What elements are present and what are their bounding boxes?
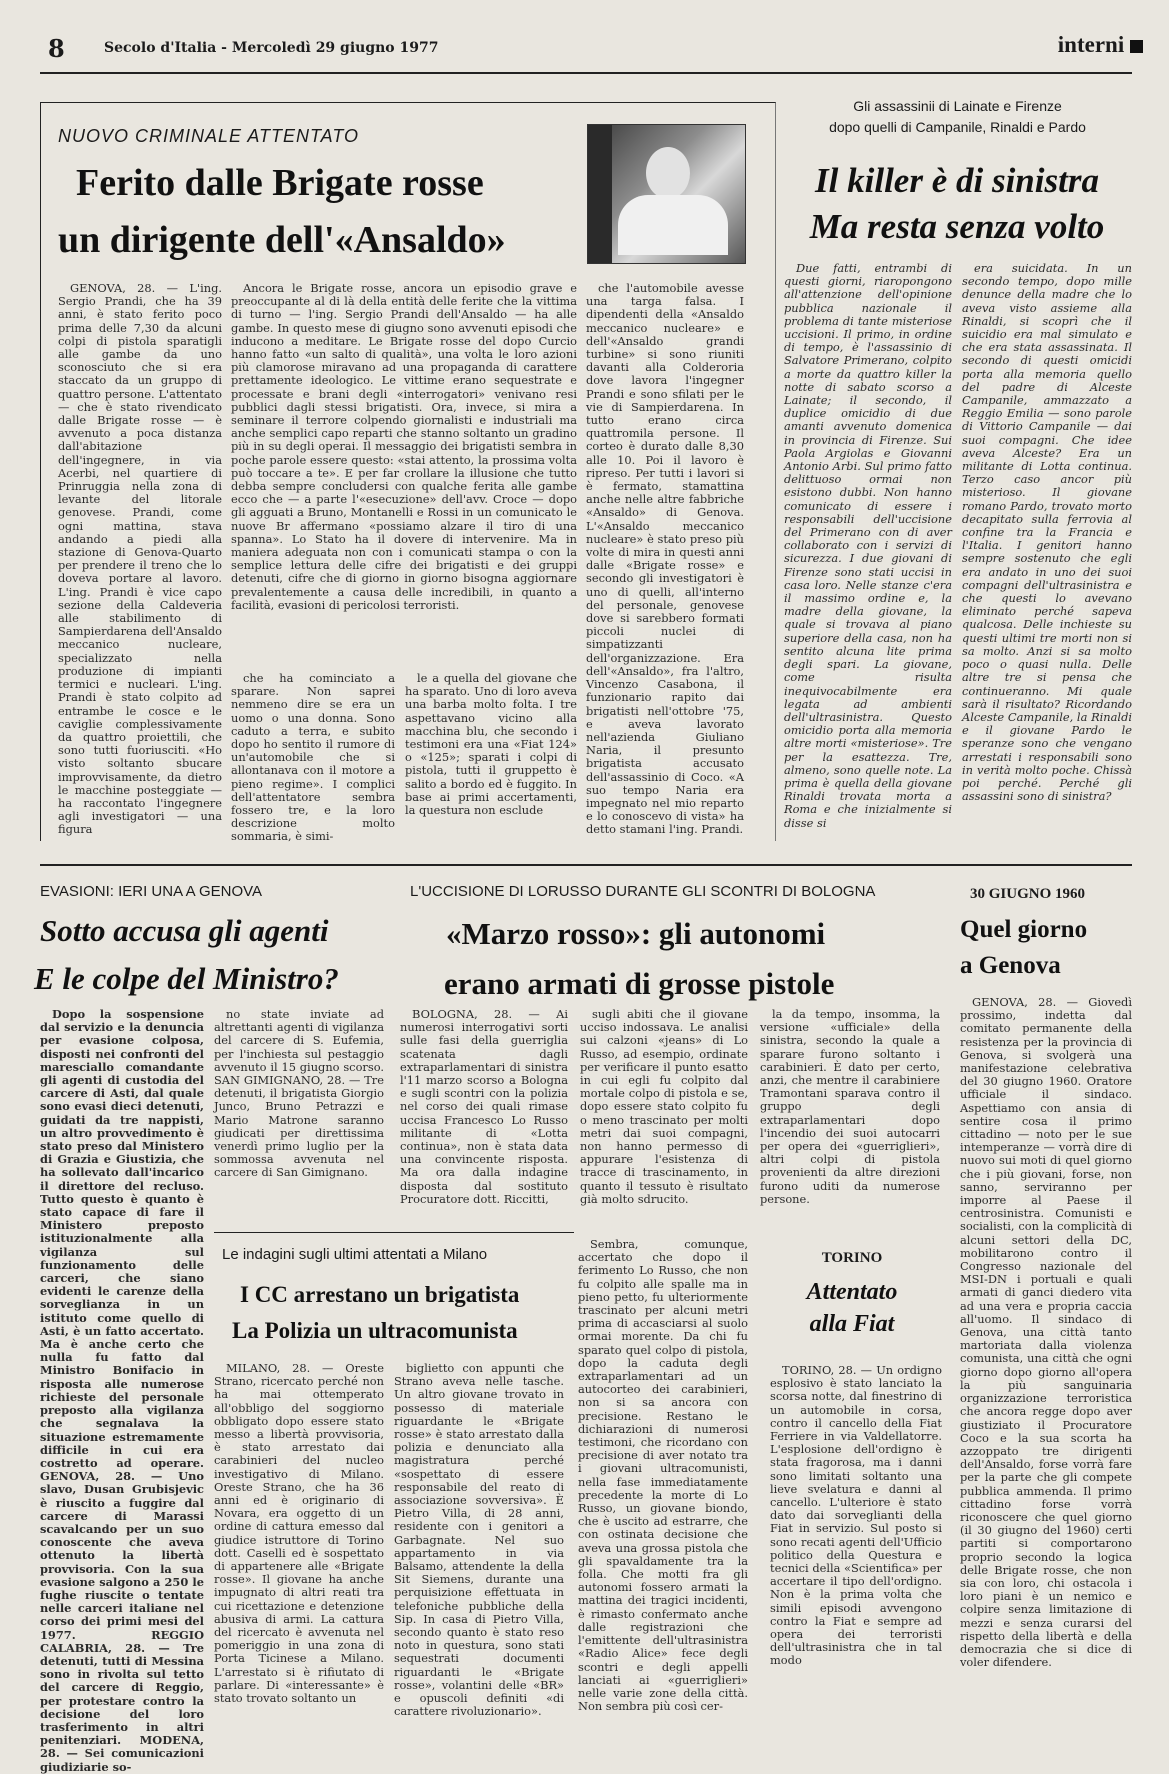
ansaldo-col3-text: che l'automobile avesse una targa falsa. I dipendenti della «Ansaldo meccanico nucleare» e dell'«Ansaldo grandi turbine» si sono riuniti davanti alla Colderoria dove lavora l'ingegner Prandi e sono sfilati per le vie di Sampierdarena. In tutto erano circa quattromila persone. Il corteo è durato dalle 8,30 alle 10. Poi il lavoro è ripreso. Per tutti i lavori si è fermato, stamattina anche nelle altre fabbriche «Ansaldo» di Genova. L'«Ansaldo meccanico nucleare» è stato preso più volte di mira in questi anni dalle «Brigate rosse» e secondo gli investigatori è uno di quelli, all'interno del personale, genovese dove si sarebbero formati piccoli nuclei di simpatizzanti dell'organizzazione. Era dell'«Ansaldo», fra l'altro, Vincenzo Casabona, il funzionario rapito dai brigatisti nell'ottobre '75, e aveva lavorato nell'azienda Giuliano Naria, il presunto brigatista accusato dell'assassinio di Coco. «A suo tempo Naria era impegnato nel mio reparto e lo conoscevo di vista» ha detto stamani l'ing. Prandi.: [586, 281, 744, 837]
fiat-kicker: TORINO: [821, 1250, 883, 1266]
header-rule: [40, 72, 1132, 74]
killer-headline-2: Ma resta senza volto: [809, 207, 1105, 246]
killer-kicker-2: dopo quelli di Campanile, Rinaldi e Pardo: [829, 119, 1086, 135]
evasioni-headline-2: E le colpe del Ministro?: [34, 961, 339, 996]
ansaldo-column-2: [231, 282, 577, 664]
fiat-headline-2: alla Fiat: [809, 1311, 895, 1337]
ansaldo-column-2c: [405, 672, 577, 832]
ansaldo-photo: [587, 124, 746, 264]
giugno-headline-2: a Genova: [960, 952, 1061, 979]
evasioni-col1-text: Dopo la sospensione dal servizio e la denuncia per evasione colposa, disposti nei confronti del maresciallo comandante gli agenti di custodia del carcere di Asti, dal quale sono evasi dieci detenuti, guidati da tre nappisti, un altro provvedimento è stato preso dal Ministero di Grazia e Giustizia, che ha sollevato dall'incarico il direttore del recluso. Tutto questo è quanto è stato capace di fare il Ministero preposto istituzionalmente alla vigilanza sul funzionamento delle carceri, che siano evidenti le carenze della sorveglianza in un istituto come quello di Asti, è un fatto accertato. Ma è anche certo che nulla fu fatto dal Ministro Bonifacio in risposta alle numerose richieste del personale preposto alla vigilanza che segnalava la situazione estremamente difficile in cui era costretto ad operare. GENOVA, 28. — Uno slavo, Dusan Grubisjevic è riuscito a fuggire dal carcere di Marassi scavalcando per un suo conoscente che aveva ottenuto la libertà provvisoria. Con la sua evasione salgono a 250 le fughe riuscite o tentate nelle carceri italiane nel corso dei primi mesi del 1977. REGGIO CALABRIA, 28. — Tre detenuti, tutti di Messina sono in rivolta sul tetto del carcere di Reggio, per protestare contro la decisione del loro trasferimento in altri penitenziari. MODENA, 28. — Sei comunicazioni giudiziarie so-: [40, 1007, 204, 1774]
milano-kicker: Le indagini sugli ultimi attentati a Milano: [222, 1246, 488, 1263]
ansaldo-column-3: [586, 281, 744, 837]
marzo-column-3: [760, 1007, 940, 1206]
killer-col2-text: era suicidata. In un secondo tempo, dopo mille denunce della madre che lo aveva visto assieme alla Rinaldi, si scoprì che il suicidio era mal simulato e che era stata assassinata. Il secondo di questi omicidi porta alla memoria quello del padre di Alceste Campanile, ammazzato a Reggio Emilia — sono parole di Vittorio Campanile — dai suoi compagni. Che idee aveva Alceste? Era un militante di Lotta continua. Terzo caso ancor più misterioso. Il giovane romano Pardo, trovato morto decapitato sulla ferrovia al confine tra la Francia e l'Italia. I genitori hanno sempre sostenuto che egli era andato in uno dei suoi compagni dell'ultrasinistra e che questi lo avevano eliminato perché sapeva qualcosa. Delle inchieste su questi ultimi tre morti non si sa molto. Anzi si sa molto poco o quasi nulla. Delle altre tre si pensa che continueranno. Mi quale sarà il risultato? Ricordando Alceste Campanile, la Rinaldi e il giovane Pardo le speranze sono che vengano arrestati i responsabili sono in verità molto poche. Chissà poi perché. Perché gli assassini sono di sinistra?: [962, 261, 1132, 804]
milano-column-1: [214, 1362, 384, 1738]
ansaldo-col1-text: GENOVA, 28. — L'ing. Sergio Prandi, che ha 39 anni, è stato ferito poco prima delle 7,30 da alcuni colpi di pistola sparatigli alle gambe da uno sconosciuto che si era staccato da un gruppo di quattro persone. L'attentato — che è stato rivendicato dalle Brigate rosse — è avvenuto a poca distanza dall'abitazione dell'ingegnere, in via Acerbi, nel quartiere di Prinruggia nella zona di levante del litorale genovese. Prandi, come ogni mattina, stava andando a piedi alla stazione di Genova-Quarto per prendere il treno che lo doveva portare al lavoro. L'ing. Prandi è vice capo sezione della Caldeveria alle stabilimento di Sampierdarena dell'Ansaldo meccanico nucleare, specializzato nella produzione di impianti termici e nucleari. L'ing. Prandi è stato colpito ad entrambe le cosce e le caviglie complessivamente da quattro proiettili, che sono tutti fuoriusciti. «Ho visto soltanto sbucare improvvisamente, da dietro le macchine posteggiate — ha raccontato l'ingegnere agli investigatori — una figura: [58, 281, 222, 837]
milano-column-2: [394, 1362, 564, 1738]
marzo-headline-1: «Marzo rosso»: gli autonomi: [446, 916, 826, 951]
evasioni-headline-1: Sotto accusa gli agenti: [40, 913, 329, 948]
evasioni-column-2: [214, 1008, 384, 1198]
giugno-headline-1: Quel giorno: [960, 916, 1088, 943]
killer-column-1: [784, 262, 952, 840]
killer-headline-1: Il killer è di sinistra: [815, 161, 1099, 200]
section-name: interni: [1057, 32, 1125, 57]
marzo-col1-text: BOLOGNA, 28. — Ai numerosi interrogativi sorti sulle fasi della guerriglia scatenata dagli extraparlamentari di sinistra l'11 marzo scorso a Bologna e sugli scontri con la polizia nel corso dei quali rimase uccisa Francesco Lo Russo militante di «Lotta continua», non è stata data una convincente risposta. Ma ora dalla indagine disposta dal sostituto Procuratore dott. Riccitti,: [400, 1007, 568, 1206]
evasioni-kicker: EVASIONI: IERI UNA A GENOVA: [40, 883, 263, 900]
marzo-col3-text: la da tempo, insomma, la versione «ufficiale» della sinistra, secondo la quale a sparare furono soltanto i carabinieri. È dato per certo, anzi, che mentre il carabiniere Tramontani sparava contro il gruppo degli extraparlamentari dopo l'incendio dei suoi autocarri per opera dei «guerriglieri», altri colpi di pistola provenienti da altre direzioni furono uditi da numerose persone.: [760, 1007, 940, 1206]
marzo-column-2: [580, 1007, 748, 1206]
ansaldo-col2b-text: che ha cominciato a sparare. Non saprei nemmeno dire se era un uomo o una donna. Sono caduto a terra, e subito dopo ho sentito il rumore di un'automobile che si allontanava con il motore a pieno regime». I complici dell'attentatore sembra fossero tre, e la loro descrizione molto sommaria, è simi-: [231, 671, 395, 844]
ansaldo-headline-1: Ferito dalle Brigate rosse: [76, 162, 484, 204]
killer-kicker-1: Gli assassinii di Lainate e Firenze: [853, 98, 1062, 114]
evasioni-column-1: [40, 1007, 204, 1774]
section-label: [1058, 32, 1143, 58]
ansaldo-kicker: NUOVO CRIMINALE ATTENTATO: [58, 126, 360, 146]
giugno-col1-text: GENOVA, 28. — Giovedì prossimo, indetta dal comitato permanente della resistenza per la provincia di Genova, si svolgerà una manifestazione celebrativa del 30 giugno 1960. Oratore ufficiale il sindaco. Aspettiamo con ansia di sentire cosa il primo cittadino — noto per le sue intemperanze — vorrà dire di nuovo sui moti di quel giorno che i più giovani, forse, non sanno, serviranno per imporre al Paese il centrosinistra. Comunisti e socialisti, con la complicità di alcuni settori della DC, mobilitarono contro il Congresso nazionale del MSI-DN i portuali e quali armati di ganci diedero vita ad una vera e propria caccia all'uomo. Il sindaco di Genova, una città tanto martoriata dalla violenza comunista, una città che ogni giorno dopo giorno all'opera la più sanguinaria organizzazione terroristica che ancora regge dopo aver giustiziato il Procuratore Coco e la sua scorta ha azzoppato tre dirigenti dell'Ansaldo, forse vorrà fare per la parte che gli compete pubblica ammenda. Il primo cittadino forse vorrà riconoscere che quel giorno (il 30 giugno del 1960) certi partiti si comportarono proprio secondo la logica delle Brigate rosse, che non sia con loro, chi ostacola i loro piani è un nemico e colpire senza limitazione di mezzi e senza curarsi del rispetto della libertà e della democrazia che si dice di voler difendere.: [960, 995, 1132, 1670]
milano-col1-text: MILANO, 28. — Oreste Strano, ricercato perché non ha mai ottemperato all'obbligo del soggiorno obbligato dopo essere stato messo a libertà provvisoria, è stato arrestato dai carabinieri del nucleo investigativo di Milano. Oreste Strano, che ha 36 anni ed è originario di Novara, era oggetto di un ordine di cattura emesso dal giudice istruttore di Torino dott. Caselli ed è sospettato di appartenere alle «Brigate rosse». Il giovane ha anche impugnato di altri reati tra cui ricettazione e detenzione abusiva di armi. La cattura del ricercato è avvenuta nel pomeriggio in una zona di Porta Ticinese a Milano. L'arrestato si è rifiutato di parlare. Di «interessante» è stato trovato soltanto un: [214, 1361, 384, 1706]
middle-rule: [40, 864, 1132, 866]
milano-col2-text: biglietto con appunti che Strano aveva nelle tasche. Un altro giovane trovato in possesso di materiale riguardante le «Brigate rosse» è stato arrestato dalla polizia e denunciato alla magistratura perché «sospettato di essere responsabile del reato di associazione sovversiva». È Pietro Villa, di 28 anni, residente con i genitori a Garbagnate. Nel suo appartamento in via Balsamo, attendente la della Sit Siemens, durante una perquisizione effettuata in telefoniche pubbliche della Sip. In casa di Pietro Villa, secondo quanto è stato reso noto in questura, sono stati sequestrati documenti riguardanti le «Brigate rosse», volantini delle «BR» e opuscoli definiti «di carattere rivoluzionario».: [394, 1361, 564, 1719]
killer-col1-text: Due fatti, entrambi di questi giorni, riaropongono all'attenzione dell'opinione pubblica nazionale il problema di tante misteriose uccisioni. Il primo, in ordine di tempo, è l'assassinio di Salvatore Primerano, colpito a morte da quattro killer la notte di sabato scorso a Lainate; il secondo, il duplice omicidio di due amanti avvenuto domenica in provincia di Firenze. Sui Paola Argiolas e Giovanni Antonio Arbi. Sul primo fatto delittuoso ormai non esistono dubbi. Non hanno comunicato di essere i responsabili dell'uccisione del Primerano con di aver collaborato con i servizi di sicurezza. I due giovani di Firenze sono stati uccisi in casa loro. Nelle stanze c'era il massimo ordine e, la madre della giovane, la quale si trovava al piano superiore della casa, non ha sentito alcuna lite prima degli spari. La giovane, come risulta inequivocabilmente era legata ad ambienti dell'ultrasinistra. Questo omicidio porta alla memoria altre morti «misteriose». Tre per la esattezza. Tre, almeno, sono quelle note. La prima è quella della giovane Rinaldi trovata morta a Roma e che inizialmente si disse si: [784, 261, 952, 830]
marzo-column-1: [400, 1007, 568, 1206]
newspaper-title-date: Secolo d'Italia - Mercoledì 29 giugno 1977: [104, 40, 439, 56]
ansaldo-column-1: [58, 281, 222, 837]
ansaldo-headline-2: un dirigente dell'«Ansaldo»: [58, 219, 506, 261]
ansaldo-column-2b: [231, 671, 395, 844]
milano-box-rule: [214, 1232, 574, 1233]
ansaldo-col2c-text: le a quella del giovane che ha sparato. Uno di loro aveva una barba molto folta. I tre aspettavano vicino alla macchina blu, che secondo i testimoni era una «Fiat 124» o «125»; sparati i colpi di pistola, tutti il gruppetto è salito a bordo ed è fuggito. In base ai primi accertamenti, la questura non esclude: [405, 671, 577, 818]
marzo-headline-2: erano armati di grosse pistole: [444, 966, 835, 1001]
section-square-icon: [1130, 40, 1143, 53]
milano-col3-text: Sembra, comunque, accertato che dopo il ferimento Lo Russo, che non fu colpito alle spalle ma in pieno petto, fu ulteriormente trascinato per alcuni metri prima di accasciarsi al suolo ormai morente. Da chi fu sparato quel colpo di pistola, dopo la caduta degli extraparlamentari ad un autocorteo dei carabinieri, non si sa ancora con precisione. Restano le dichiarazioni di numerosi testimoni, che ricordano con precisione di aver notato tra i giovani ultracomunisti, nella fase immediatamente precedente la morte di Lo Russo, un giovane biondo, che è uscito ad estrarre, che con ostinata decisione che aveva una grossa pistola che gli spavaldamente tra la folla. Che motti fra gli autonomi fossero armati la mattina dei tragici incidenti, è rimasto confermato anche dalle registrazioni che l'emittente dell'ultrasinistra «Radio Alice» fece degli scontri e degli appelli lanciati ai «guerriglieri» nelle varie zone della città. Non sembra più così cer-: [578, 1237, 748, 1714]
ansaldo-col2-text: Ancora le Brigate rosse, ancora un episodio grave e preoccupante al di là della entità delle ferite che la vittima di turno — l'ing. Sergio Prandi dell'Ansaldo — ha alle gambe. In questo mese di giugno sono avvenuti episodi che inducono a meditare. Le Brigate rosse del dopo Curcio hanno fatto «un salto di qualità», una volta le loro azioni più clamorose miravano ad una propaganda di carattere prettamente ideologico. Le vittime erano sequestrate e processate e brani degli «interrogatori» venivano resi pubblici dagli stessi brigatisti. Ora, invece, si mira a seminare il terrore colpendo giornalisti e industriali ma anche semplici capo reparti che stanno soltanto un gradino più in su degli operai. Il messaggio dei brigatisti sembra in poche parole essere questo: «stai attento, la prossima volta può toccare a te». E per far crollare la illusione che tutto debba sempre concludersi con qualche ferita alle gambe ecco che — a parte l'«esecuzione» dell'avv. Croce — dopo gli agguati a Bruno, Montanelli e Rossi in un comunicato le nuove Br affermano «possiamo alzare il tiro di una spanna». Lo Stato ha il dovere di intervenire. Ma in maniera adeguata non con i comunicati stampa o con la semplice lettura delle cifre dei brigatisti e dei gruppi detenuti, cifre che di giorno in giorno bisogna aggiornare prevalentemente a causa delle incredibili, in quanto a facilità, evasioni di pericolosi terroristi.: [231, 281, 577, 612]
milano-headline-2: La Polizia un ultracomunista: [232, 1318, 518, 1343]
fiat-column-1: [770, 1364, 942, 1738]
giugno-column-1: [960, 996, 1132, 1738]
fiat-col1-text: TORINO, 28. — Un ordigno esplosivo è stato lanciato la scorsa notte, dal finestrino di un automobile in corsa, contro il cancello della Fiat Ferriere in via Valdellatorre. L'esplosione dell'ordigno è stata fragorosa, ma i danni sono limitati soltanto una lieve svelatura e danni al cancello. L'ulteriore è stato dato dai sorveglianti della Fiat in servizio. Sul posto si sono recati agenti dell'Ufficio politico della Questura e tecnici della «Scientifica» per accertare il tipo dell'ordigno. Non è la prima volta che simili episodi avvengono contro la Fiat e sempre ad opera dei terroristi dell'ultrasinistra che in tal modo: [770, 1363, 942, 1668]
marzo-col2-text: sugli abiti che il giovane ucciso indossava. Le analisi sui calzoni «jeans» di Lo Russo, ad esempio, ordinate per verificare il punto esatto in cui egli fu colpito dal mortale colpo di pistola e se, dopo essere stato colpito fu o meno trascinato per molti metri dai suoi compagni, non hanno permesso di appurare l'esistenza di tracce di trascinamento, in quanto il tessuto è risultato già molto sdrucito.: [580, 1007, 748, 1206]
marzo-kicker: L'UCCISIONE DI LORUSSO DURANTE GLI SCONTRI DI BOLOGNA: [410, 883, 876, 900]
milano-headline-1: I CC arrestano un brigatista: [240, 1282, 520, 1307]
killer-column-2: [962, 262, 1132, 840]
milano-column-3: [578, 1238, 748, 1738]
page-number: 8: [48, 34, 65, 63]
giugno-kicker: 30 GIUGNO 1960: [970, 886, 1086, 902]
evasioni-col2-text: no state inviate ad altrettanti agenti di vigilanza del carcere di S. Eufemia, per l'inchiesta sul pestaggio avvenuto il 15 giugno scorso. SAN GIMIGNANO, 28. — Tre detenuti, il brigatista Giorgio Junco, Bruno Petrazzi e Mario Matrone saranno giudicati per direttissima venerdì primo luglio per la sommossa avvenuta nel carcere di San Gimignano.: [214, 1007, 384, 1180]
fiat-headline-1: Attentato: [806, 1279, 898, 1305]
